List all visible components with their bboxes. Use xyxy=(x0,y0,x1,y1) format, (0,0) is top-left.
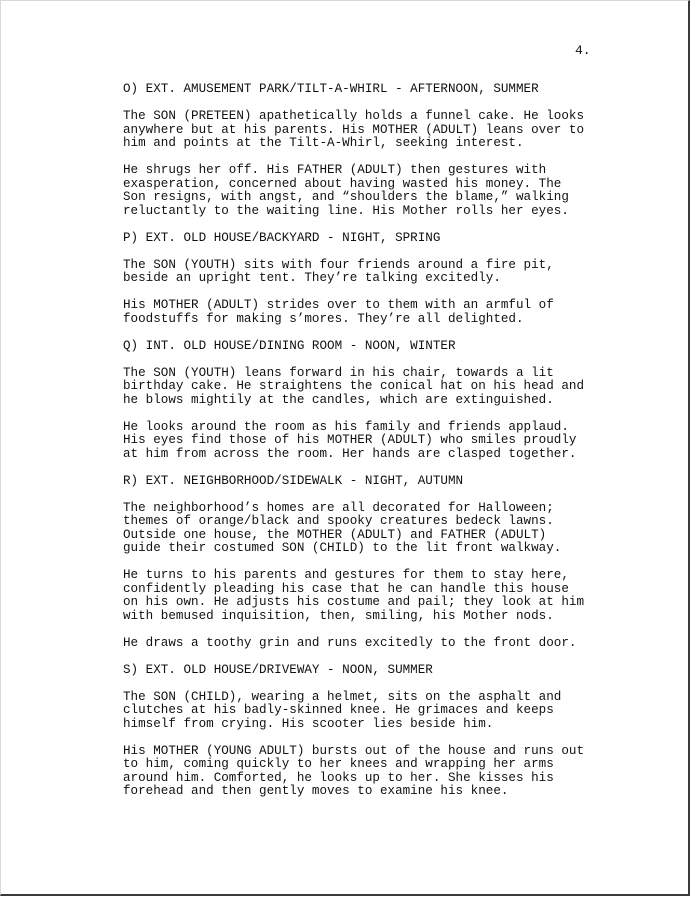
action-paragraph: He draws a toothy grin and runs excitedly to the front door. xyxy=(123,635,577,650)
action-paragraph: The SON (CHILD), wearing a helmet, sits on the asphalt and clutches at his badly-skinned knee. He grimaces and keeps himself from crying. His scooter lies beside him. xyxy=(123,689,562,731)
action-paragraph: He shrugs her off. His FATHER (ADULT) then gestures with exasperation, concerned about having wasted his money. The Son resigns, with angst, and “shoulders the blame,” walking reluctantly to the waiting line. His Mother rolls her eyes. xyxy=(123,163,569,218)
page-number: 4. xyxy=(575,43,591,58)
action-paragraph: His MOTHER (YOUNG ADULT) bursts out of the house and runs out to him, coming quickly to her knees and wrapping her arms around him. Comforted, he looks up to her. She kisses his forehead and then gently moves to examine his knee. xyxy=(123,743,585,798)
scene-heading: Q) INT. OLD HOUSE/DINING ROOM - NOON, WINTER xyxy=(123,338,456,353)
scene-heading: O) EXT. AMUSEMENT PARK/TILT-A-WHIRL - AFTERNOON, SUMMER xyxy=(123,82,539,96)
action-paragraph: The neighborhood’s homes are all decorated for Halloween; themes of orange/black and spooky creatures bedeck lawns. Outside one house, the MOTHER (ADULT) and FATHER (ADULT) guide their costumed SON (CHILD) to the lit front walkway. xyxy=(123,500,562,555)
action-paragraph: He turns to his parents and gestures for them to stay here, confidently pleading his case that he can handle this house on his own. He adjusts his costume and pail; they look at him with bemused inquisition, then, smiling, his Mother nods. xyxy=(123,568,585,623)
action-paragraph: He looks around the room as his family and friends applaud. His eyes find those of his MOTHER (ADULT) who smiles proudly at him from across the room. Her hands are clasped together. xyxy=(123,419,577,461)
action-paragraph: His MOTHER (ADULT) strides over to them with an armful of foodstuffs for making s’mores. They’re all delighted. xyxy=(123,298,554,326)
action-paragraph: The SON (YOUTH) sits with four friends around a fire pit, beside an upright tent. They’re talking excitedly. xyxy=(123,257,554,285)
scene-heading: P) EXT. OLD HOUSE/BACKYARD - NIGHT, SPRING xyxy=(123,230,441,245)
scene-heading: S) EXT. OLD HOUSE/DRIVEWAY - NOON, SUMMER xyxy=(123,662,433,677)
scene-heading: R) EXT. NEIGHBORHOOD/SIDEWALK - NIGHT, AUTUMN xyxy=(123,473,464,488)
action-paragraph: The SON (YOUTH) leans forward in his chair, towards a lit birthday cake. He straightens the conical hat on his head and he blows mightily at the candles, which are extinguished. xyxy=(123,365,585,407)
screenplay-body xyxy=(123,83,623,799)
action-paragraph: The SON (PRETEEN) apathetically holds a funnel cake. He looks anywhere but at his parents. His MOTHER (ADULT) leans over to him and points at the Tilt-A-Whirl, seeking interest. xyxy=(123,109,585,150)
